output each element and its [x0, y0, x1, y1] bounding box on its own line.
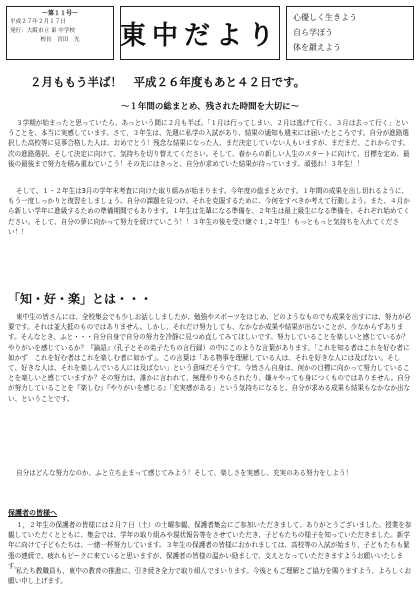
editor: 校長 宮田 光: [40, 37, 80, 43]
headline: ２月ももう半ば！ 平成２６年度もあと４２日です。: [30, 75, 306, 89]
paragraph-section-body: 東中生の皆さんには、全校集会でも少しお話ししましたが、勉強やスポーツをはじめ、どのようなものでも成果を出すには、努力が必要です。それは並大抵のものではありません。しかし、それだけ努力しても、なかなか成果や結果が出ないことが、少なからずあります。そんなとき、ふと・・・自分自身で自分の努力を冷静に見つめ直してみてほしいです。努力していることを楽しいと感じているか？やりがいを感じているか？『論語』（孔子とその弟子たちの言行録）の中にこのような言葉があります。「これを知る者はこれを好む者に如かず これを好む者はこれを楽しむ者に如かず」。この言葉は「ある物事を理解している人は、それを好きな人には及ばない。そして、好きな人は、それを楽しんでいる人には及ばない」という意味だそうです。今皆さん自身は、何かの目標に向かって努力していることを楽しいと感じていますか？その努力は、誰かに言われて、無理やりやらされたり、嫌々やっても身につくものではありません。自分が努力していることを『楽しむ』『やりがいを感じる』「充実感がある」という気持ちになると、自分が求める成果も結果もなかなか出ない、ということです。: [8, 313, 412, 403]
motto-line-1: 心優しく生きよう: [293, 13, 357, 22]
school-motto-box: [286, 6, 414, 60]
paragraph-closing: 私たち教職員も、東中の教育の推進に、引き続き全力で取り組んでまいります。今後ともご理解とご協力を賜りますよう、よろしくお願い申し上げます。: [8, 567, 412, 586]
publisher: 発行：大阪市立 東 中学校: [10, 28, 76, 34]
section-title: 「知・好・楽」とは・・・: [8, 292, 153, 306]
newsletter-title-box: [120, 6, 280, 60]
issue-date: 平成２７年２月１７日: [10, 19, 66, 25]
guardians-notice-label: 保護者の皆様へ: [8, 509, 57, 517]
subheadline: 〜１年間の総まとめ、残された時間を大切に〜: [120, 102, 300, 112]
issue-number: 〜第１１号〜: [41, 10, 78, 17]
paragraph-section-closing: 自分はどんな努力なのか、ふと立ち止まって感じてみよう！そして、楽しさを実感し、充実のある努力をしよう！: [16, 469, 353, 477]
motto-line-2: 自ら学ぼう: [293, 28, 333, 37]
issue-info-box: [6, 6, 114, 60]
paragraph-grade12: そして、１・２年生は3月の学年末考査に向けた取り組みが始まります。今年度の総まとめです。１年間の成果を出し切れるように、もう一度しっかりと復習をしましょう。自分の課題を見つけ、それを克服するために、今何をすべきか考えて行動しよう。また、４月から新しい学年に進級するための準備期間でもあります。１年生は先輩になる準備を、２年生は最上級生になる準備を、それぞれ始めてください。そして、自分の夢に向かって努力を続けていこう！！３年生の後を受け継ぐ１,２年生！もっともっと気持ちを入れてください！！: [8, 187, 410, 236]
paragraph-intro: ３学期が始まったと思っていたら、あっという間に２月も半ば。「１月は行ってしまい、２月は逃げて行く、３月は去って行く」ということを、本当に実感しています。さて、３年生は、先週に私学の入試があり、結果の通知も週末には届いたところです。自分が進路選択した高校等に見事合格した人は、おめでとう！残念な結果になった人、まだ決定していない人もいますが、まだまだ、これからです。次の進路選択、そして決定に向けて、気持ちを切り替えてください。そして、春からの新しい人生のスタートに向けて、目標を定め、最後の最後まで努力を積み重ねていこう！その先にはきっと、自分が求めていた結果が待っています。頑張れ！３年生！！: [8, 119, 410, 168]
motto-line-3: 体を鍛えよう: [293, 43, 341, 52]
paragraph-guardians: １，２年生の保護者の皆様には２月７日（土）の土曜参観、保護者集会にご参加いただきまして、ありがとうございました。授業を参観していただくとともに、集会では、学年の取り組みや現状報告等をさせていただき、子どもたちの様子を知っていただきました。新学年に向けて子どもたちは、一緒一杯努力しています。３年生の保護者の皆様におかれましては、高校等の入試が始まり、子どもたちも緊張の連続で、疲れもピークに来ていると思いますが、保護者の皆様の温かい励ましで、支えとなっていただきますようお願いいたします。: [8, 521, 412, 570]
newsletter-title: 東中だより: [120, 20, 281, 51]
